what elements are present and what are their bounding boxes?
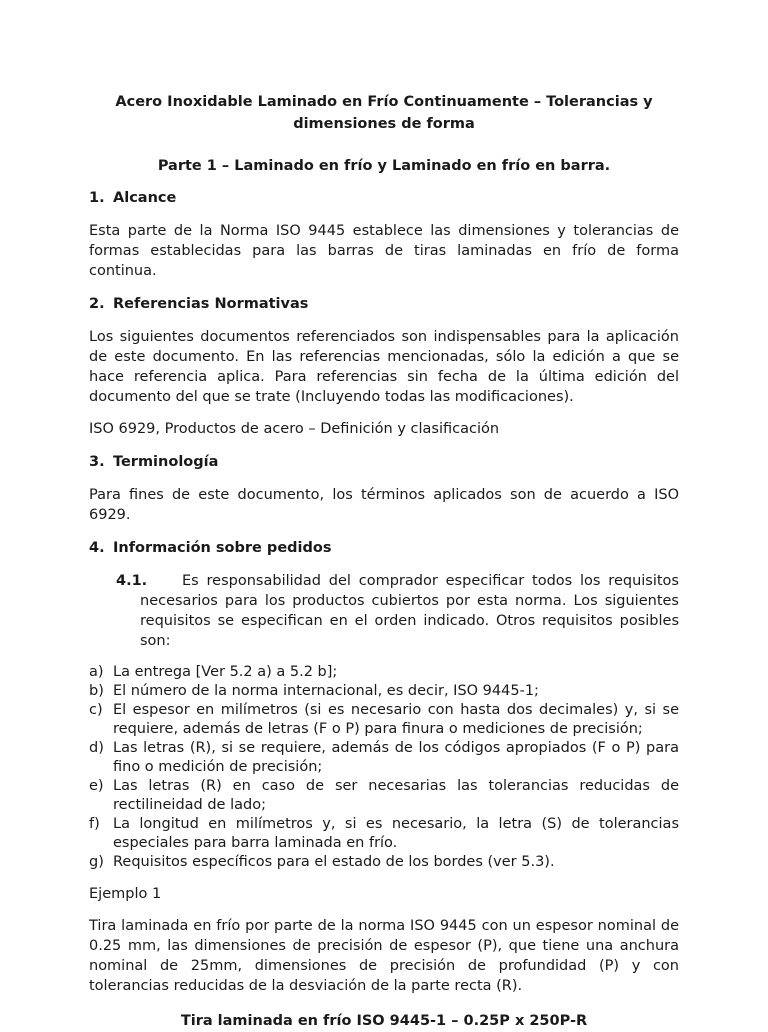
paragraph-iso-reference: ISO 6929, Productos de acero – Definición y clasificación — [89, 421, 500, 437]
requirements-list — [89, 663, 679, 872]
list-item-text: Requisitos específicos para el estado de los bordes (ver 5.3). — [113, 854, 555, 870]
paragraph-alcance: Esta parte de la Norma ISO 9445 establece las dimensiones y tolerancias de formas establecidas para las barras de tiras laminadas en frío de forma continua. — [89, 223, 679, 279]
list-item-text: La longitud en milímetros y, si es necesario, la letra (S) de tolerancias especiales para barra laminada en frío. — [113, 816, 679, 851]
list-item-label: a) — [89, 664, 104, 680]
subsection-number: 4.1. — [116, 573, 148, 589]
list-item-label: f) — [89, 816, 100, 832]
list-item-label: g) — [89, 854, 104, 870]
section-number: 1. — [89, 190, 105, 206]
section-heading-referencias — [89, 293, 679, 315]
section-number: 4. — [89, 540, 105, 556]
list-item-text: Las letras (R), si se requiere, además de los códigos apropiados (F o P) para fino o medición de precisión; — [113, 740, 679, 775]
list-item-label: b) — [89, 683, 104, 699]
list-item — [89, 853, 679, 872]
section-title: Información sobre pedidos — [113, 540, 332, 556]
section-number: 3. — [89, 454, 105, 470]
example-label: Ejemplo 1 — [89, 886, 162, 902]
title-line-2: dimensiones de forma — [293, 116, 475, 132]
list-item — [89, 682, 679, 701]
document-page — [89, 91, 679, 1032]
list-item-label: e) — [89, 778, 104, 794]
subsection-text: Es responsabilidad del comprador especificar todos los requisitos necesarios para los productos cubiertos por esta norma. Los siguientes requisitos se especifican en el orden indicado. Otros requisitos posibles son: — [140, 573, 679, 649]
document-title — [89, 91, 679, 135]
list-item-text: El número de la norma internacional, es decir, ISO 9445-1; — [113, 683, 539, 699]
section-title: Referencias Normativas — [113, 296, 309, 312]
section-number: 2. — [89, 296, 105, 312]
section-heading-alcance — [89, 187, 679, 209]
list-item-text: Las letras (R) en caso de ser necesarias las tolerancias reducidas de rectilineidad de lado; — [113, 778, 679, 813]
title-line-1: Acero Inoxidable Laminado en Frío Continuamente – Tolerancias y — [115, 94, 653, 110]
section-heading-informacion — [89, 537, 679, 559]
paragraph-example: Tira laminada en frío por parte de la norma ISO 9445 con un espesor nominal de 0.25 mm, las dimensiones de precisión de espesor (P), que tiene una anchura nominal de 25mm, dimensiones de precisión de profundidad (P) y con tolerancias reducidas de la desviación de la parte recta (R). — [89, 918, 679, 994]
part-heading: Parte 1 – Laminado en frío y Laminado en frío en barra. — [157, 158, 611, 174]
section-heading-terminologia — [89, 451, 679, 473]
section-title: Terminología — [113, 454, 219, 470]
list-item — [89, 663, 679, 682]
list-item — [89, 739, 679, 777]
list-item — [89, 701, 679, 739]
list-item — [89, 815, 679, 853]
example-designation: Tira laminada en frío ISO 9445-1 – 0.25P x 250P-R — [180, 1013, 588, 1029]
section-title: Alcance — [113, 190, 177, 206]
list-item-text: La entrega [Ver 5.2 a) a 5.2 b]; — [113, 664, 338, 680]
subsection-4-1 — [89, 571, 679, 651]
paragraph-referencias: Los siguientes documentos referenciados son indispensables para la aplicación de este documento. En las referencias mencionadas, sólo la edición a que se hace referencia aplica. Para referencias sin fecha de la última edición del documento del que se trate (Incluyendo todas las modificaciones). — [89, 329, 679, 405]
paragraph-terminologia: Para fines de este documento, los términos aplicados son de acuerdo a ISO 6929. — [89, 487, 679, 523]
list-item-text: El espesor en milímetros (si es necesario con hasta dos decimales) y, si se requiere, además de letras (F o P) para finura o mediciones de precisión; — [113, 702, 679, 737]
list-item-label: d) — [89, 740, 104, 756]
list-item-label: c) — [89, 702, 103, 718]
list-item — [89, 777, 679, 815]
